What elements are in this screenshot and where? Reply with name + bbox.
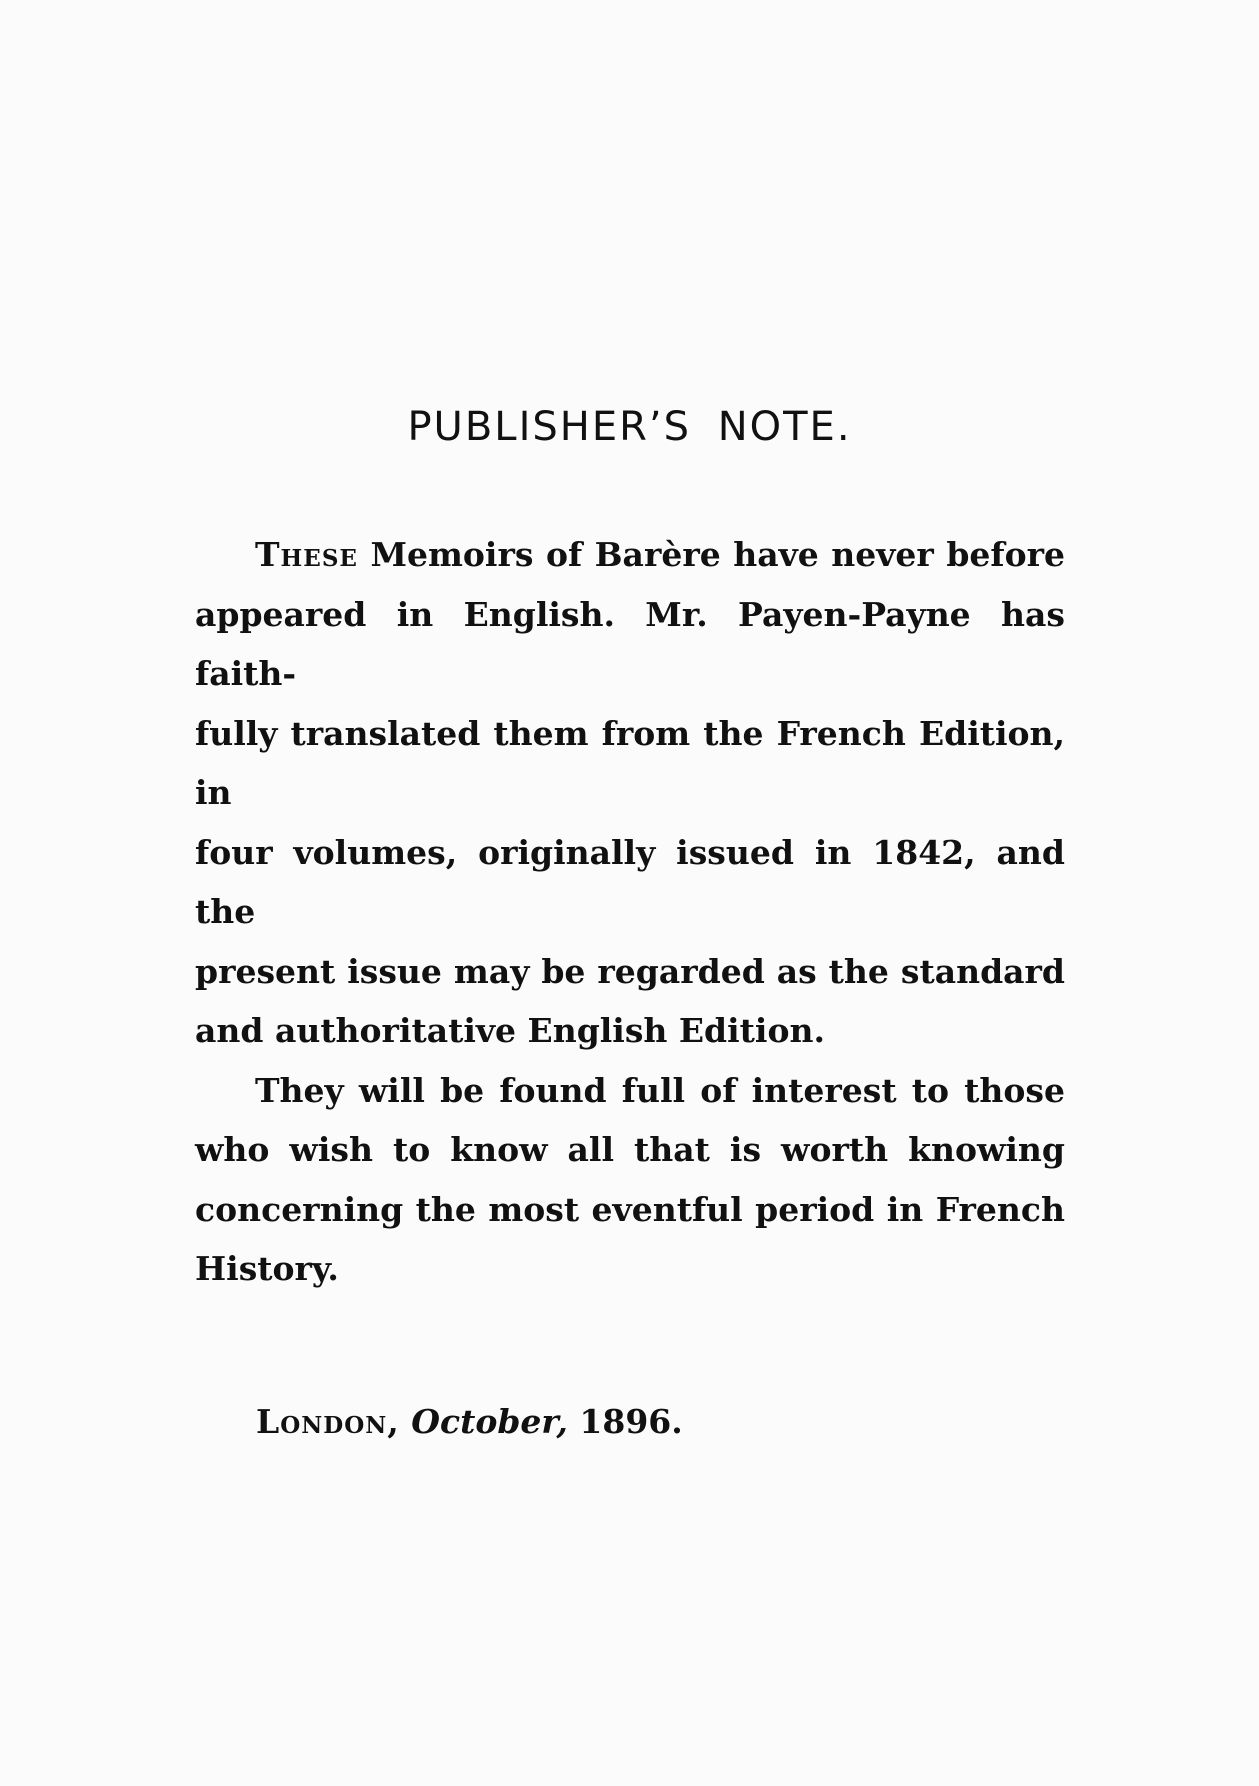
signature-line [256,1400,683,1444]
paragraph-line: They will be found full of interest to those [255,1070,1065,1110]
paragraph-line: concerning the most eventful period in French [195,1189,1065,1229]
signature-place: London, [256,1402,400,1441]
paragraph-1 [195,525,1065,1061]
paragraph-line: four volumes, originally issued in 1842, and the [195,832,1065,931]
paragraph-line: and authoritative English Edition. [195,1011,825,1050]
paragraph-line: present issue may be regarded as the standard [195,951,1065,991]
paragraph-line: History. [195,1249,339,1288]
note-body [195,525,1065,1299]
paragraph-line: who wish to know all that is worth knowing [195,1130,1065,1169]
lead-word: These [255,535,358,574]
paragraph-line: appeared in English. Mr. Payen-Payne has faith- [195,594,1065,693]
signature-month: October, [411,1402,568,1441]
paragraph-line: These Memoirs of Barère have never before [255,535,1065,574]
page-title: PUBLISHER’S NOTE. [407,404,852,450]
signature-year: 1896. [579,1402,683,1441]
paragraph-line: fully translated them from the French Edition, in [195,713,1065,812]
paragraph-2 [195,1061,1065,1299]
